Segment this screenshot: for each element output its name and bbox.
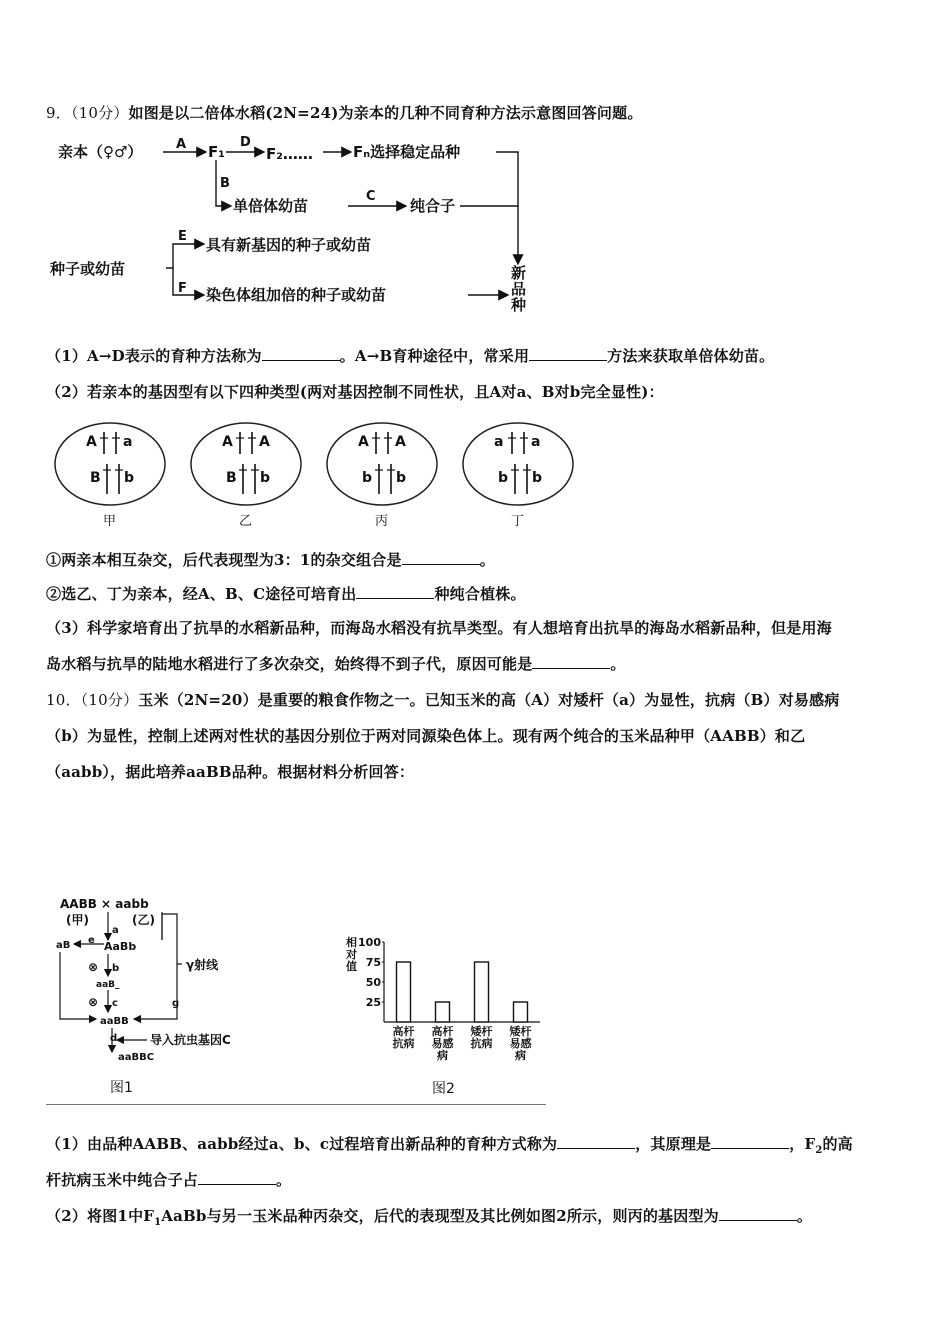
bar xyxy=(514,1002,528,1022)
fig1-self-1: ⊗ xyxy=(88,960,99,974)
fig1-label-a: a xyxy=(112,925,119,936)
category-label: 高杆 xyxy=(431,1025,454,1038)
cell-2 xyxy=(191,423,301,529)
y-tick-label: 25 xyxy=(365,996,381,1009)
q9-sub1-b: 。A→B育种途径中，常采用 xyxy=(339,347,530,365)
q9-sub2-1 xyxy=(46,549,495,570)
fig1-aab: aaB_ xyxy=(96,980,120,990)
q10-sub2-b: AaBb与另一玉米品种丙杂交，后代的表现型及其比例如图2所示，则丙的基因型为 xyxy=(161,1207,719,1225)
q9-blank-4[interactable] xyxy=(356,586,434,599)
gene-bottom-right: b xyxy=(124,470,135,486)
gene-bottom-left: B xyxy=(226,470,237,486)
diag-pure: 纯合子 xyxy=(410,197,456,215)
bar xyxy=(397,962,411,1022)
fig1-ray: γ射线 xyxy=(186,958,219,972)
q9-sub1-c: 方法来获取单倍体幼苗。 xyxy=(607,347,775,365)
bar xyxy=(436,1002,450,1022)
q9-sub2: （2）若亲本的基因型有以下四种类型(两对基因控制不同性状，且A对a、B对b完全显性)： xyxy=(46,383,664,401)
q9-sub2-2-b: 种纯合植株。 xyxy=(434,585,526,603)
cell-membrane xyxy=(55,423,165,505)
q9-sub2-2 xyxy=(46,583,526,604)
gene-top-left: A xyxy=(358,434,369,450)
gene-top-right: a xyxy=(531,434,541,450)
cell-1 xyxy=(55,423,165,529)
bar xyxy=(475,962,489,1022)
category-label: 矮杆 xyxy=(509,1025,532,1038)
q10-line1-text: 玉米（2N=20）是重要的粮食作物之一。已知玉米的高（A）对矮杆（a）为显性，抗病（B）对易感病 xyxy=(138,691,840,709)
divider xyxy=(46,1104,546,1105)
q9-sub1 xyxy=(46,345,774,366)
fig1-p1: (甲) xyxy=(66,913,89,927)
category-label: 病 xyxy=(437,1049,448,1062)
gene-bottom-left: B xyxy=(90,470,101,486)
diag-parent: 亲本（♀♂） xyxy=(58,143,143,161)
chart-ylabel-1: 相 xyxy=(346,936,357,949)
q9-number: 9．（10分） xyxy=(46,104,129,122)
q10-fig2-chart xyxy=(340,930,560,1105)
q10-number: 10．（10分） xyxy=(46,691,139,709)
q9-sub2-1-b: 。 xyxy=(479,551,495,569)
category-label: 抗病 xyxy=(392,1037,415,1050)
cell-label: 乙 xyxy=(239,514,253,529)
q9-blank-3[interactable] xyxy=(402,552,480,565)
gene-bottom-right: b xyxy=(396,470,407,486)
fig1-label-b: b xyxy=(112,963,120,974)
cell-label: 甲 xyxy=(103,514,117,529)
cell-3 xyxy=(327,423,437,529)
q9-sub2-2-a: ②选乙、丁为亲本，经A、B、C途径可培育出 xyxy=(46,585,357,603)
fig1-label-d: d xyxy=(110,1033,118,1044)
category-label: 矮杆 xyxy=(470,1025,493,1038)
category-label: 抗病 xyxy=(470,1037,493,1050)
gene-top-right: A xyxy=(395,434,406,450)
q9-sub3-line2 xyxy=(46,653,626,674)
q10-sub2-a: （2）将图1中F xyxy=(46,1207,155,1225)
q10-line1 xyxy=(46,689,840,710)
diag-new-variety-3: 种 xyxy=(511,296,527,314)
y-tick-label: 75 xyxy=(365,956,381,969)
fig1-cross: AABB × aabb xyxy=(60,897,149,911)
diag-f2: F₂…… xyxy=(266,145,313,163)
fig1-caption: 图1 xyxy=(110,1080,133,1096)
chart-ylabel-3: 值 xyxy=(346,960,357,973)
q9-sub3-b: 。 xyxy=(610,655,626,673)
q10-sub1-sub: 2 xyxy=(815,1145,823,1156)
q10-sub2-c: 。 xyxy=(796,1207,813,1225)
fig1-aabb: aaBB xyxy=(100,1016,129,1027)
q10-sub1-c: ，F xyxy=(789,1135,816,1153)
diag-haploid: 单倍体幼苗 xyxy=(233,197,309,215)
q9-stem-text: 如图是以二倍体水稻(2N=24)为亲本的几种不同育种方法示意图回答问题。 xyxy=(128,104,643,122)
diag-label-e: E xyxy=(178,229,187,244)
q10-sub1 xyxy=(46,1133,853,1156)
diag-label-d: D xyxy=(240,135,251,150)
fig1-ab: aB xyxy=(56,940,71,951)
cell-label: 丁 xyxy=(511,514,525,529)
q10-fig1 xyxy=(52,894,292,1104)
q10-sub1-line2 xyxy=(46,1169,291,1190)
q9-sub3-a: 岛水稻与抗旱的陆地水稻进行了多次杂交，始终得不到子代，原因可能是 xyxy=(46,655,533,673)
cell-4 xyxy=(463,423,573,529)
diag-label-a: A xyxy=(176,137,187,152)
gene-bottom-right: b xyxy=(532,470,543,486)
fig1-import: 导入抗虫基因C xyxy=(150,1033,231,1047)
gene-bottom-left: b xyxy=(498,470,509,486)
gene-top-right: a xyxy=(123,434,133,450)
diag-label-c: C xyxy=(366,189,376,204)
fig1-label-g: g xyxy=(172,998,180,1009)
category-label: 易感 xyxy=(509,1037,532,1050)
q10-sub1-b: ，其原理是 xyxy=(635,1135,712,1153)
q10-blank-2[interactable] xyxy=(711,1136,789,1149)
q9-stem xyxy=(46,102,643,123)
fig1-label-c: c xyxy=(112,998,118,1009)
q10-line2: （b）为显性，控制上述两对性状的基因分别位于两对同源染色体上。现有两个纯合的玉米品种甲（AABB）和乙 xyxy=(46,727,806,745)
fig1-f1: AaBb xyxy=(104,940,137,953)
cell-membrane xyxy=(327,423,437,505)
gene-bottom-right: b xyxy=(260,470,271,486)
q9-blank-1[interactable] xyxy=(262,348,340,361)
q9-cells xyxy=(52,414,582,532)
q10-sub1-a: （1）由品种AABB、aabb经过a、b、c过程培育出新品种的育种方式称为 xyxy=(46,1135,558,1153)
fig1-self-2: ⊗ xyxy=(88,995,99,1009)
category-label: 易感 xyxy=(431,1037,454,1050)
q9-breeding-diagram xyxy=(48,132,548,320)
gene-top-left: a xyxy=(494,434,504,450)
gene-bottom-left: b xyxy=(362,470,373,486)
q9-blank-2[interactable] xyxy=(529,348,607,361)
diag-seed: 种子或幼苗 xyxy=(50,260,126,278)
diag-f1: F₁ xyxy=(208,143,225,161)
q9-sub3-line1: （3）科学家培育出了抗旱的水稻新品种，而海岛水稻没有抗旱类型。有人想培育出抗旱的海岛水稻新品种，但是用海 xyxy=(46,619,832,637)
q10-sub1-d: 的高 xyxy=(822,1135,853,1153)
q10-sub1-l2b: 。 xyxy=(276,1171,292,1189)
y-tick-label: 100 xyxy=(358,936,381,949)
cell-label: 丙 xyxy=(375,514,389,529)
fig2-caption: 图2 xyxy=(432,1081,455,1097)
diag-new-gene: 具有新基因的种子或幼苗 xyxy=(206,236,372,254)
category-label: 病 xyxy=(515,1049,526,1062)
q10-sub2-sub: 1 xyxy=(154,1217,162,1228)
q10-blank-4[interactable] xyxy=(719,1208,797,1221)
q10-sub1-l2a: 杆抗病玉米中纯合子占 xyxy=(46,1171,199,1189)
q10-blank-3[interactable] xyxy=(198,1172,276,1185)
chart-ylabel-2: 对 xyxy=(346,948,357,961)
diag-new-variety-2: 品 xyxy=(511,280,527,298)
q10-line3: （aabb），据此培养aaBB品种。根据材料分析回答： xyxy=(46,763,415,781)
q10-blank-1[interactable] xyxy=(557,1136,635,1149)
q9-sub1-a: （1）A→D表示的育种方法称为 xyxy=(46,347,262,365)
diag-polyploid: 染色体组加倍的种子或幼苗 xyxy=(206,286,387,304)
gene-top-left: A xyxy=(222,434,233,450)
diag-label-b: B xyxy=(220,176,230,191)
q9-blank-5[interactable] xyxy=(532,656,610,669)
category-label: 高杆 xyxy=(392,1025,415,1038)
diag-new-variety-1: 新 xyxy=(511,264,527,282)
fig1-label-e: e xyxy=(88,935,95,946)
fig1-final: aaBBC xyxy=(118,1052,155,1063)
cell-membrane xyxy=(463,423,573,505)
gene-top-left: A xyxy=(86,434,97,450)
cell-membrane xyxy=(191,423,301,505)
diag-fn: Fₙ选择稳定品种 xyxy=(353,143,461,161)
diag-label-f: F xyxy=(178,281,187,296)
q10-sub2 xyxy=(46,1205,812,1228)
q9-sub2-1-a: ①两亲本相互杂交，后代表现型为3：1的杂交组合是 xyxy=(46,551,402,569)
y-tick-label: 50 xyxy=(365,976,381,989)
fig1-p2: (乙) xyxy=(132,913,155,927)
gene-top-right: A xyxy=(259,434,270,450)
